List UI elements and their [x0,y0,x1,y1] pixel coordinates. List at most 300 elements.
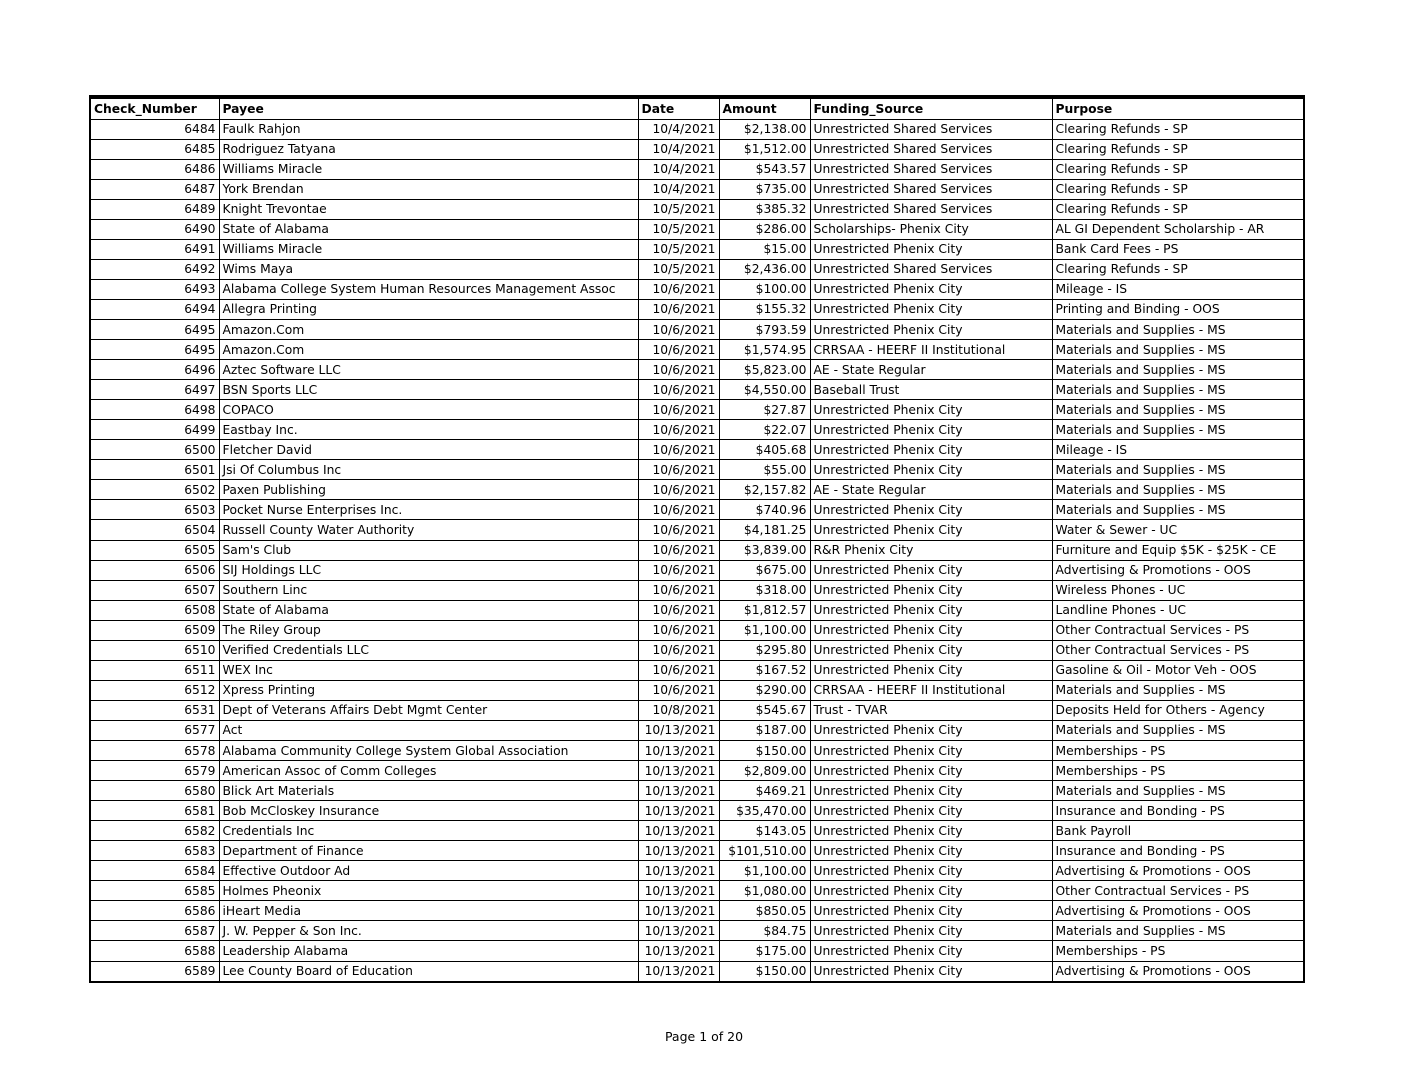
cell-funding-source: CRRSAA - HEERF II Institutional [810,680,1052,700]
cell-payee: Fletcher David [219,440,638,460]
cell-funding-source: AE - State Regular [810,480,1052,500]
cell-check-number: 6495 [91,340,219,360]
cell-amount: $101,510.00 [719,841,810,861]
cell-check-number: 6509 [91,620,219,640]
cell-amount: $100.00 [719,279,810,299]
column-header-amount: Amount [719,99,810,119]
cell-date: 10/6/2021 [638,360,719,380]
cell-purpose: Bank Payroll [1052,821,1303,841]
cell-payee: American Assoc of Comm Colleges [219,761,638,781]
table-row [91,680,1303,700]
cell-purpose: Materials and Supplies - MS [1052,720,1303,740]
cell-amount: $385.32 [719,199,810,219]
cell-funding-source: Unrestricted Phenix City [810,500,1052,520]
cell-date: 10/6/2021 [638,600,719,620]
column-header-payee: Payee [219,99,638,119]
cell-check-number: 6506 [91,560,219,580]
cell-date: 10/13/2021 [638,741,719,761]
cell-date: 10/13/2021 [638,861,719,881]
cell-payee: Verified Credentials LLC [219,640,638,660]
cell-date: 10/13/2021 [638,720,719,740]
cell-purpose: Materials and Supplies - MS [1052,380,1303,400]
cell-payee: Lee County Board of Education [219,961,638,981]
cell-check-number: 6505 [91,540,219,560]
cell-payee: Faulk Rahjon [219,119,638,139]
check-register-table [91,99,1303,981]
cell-amount: $143.05 [719,821,810,841]
cell-purpose: Materials and Supplies - MS [1052,360,1303,380]
cell-check-number: 6497 [91,380,219,400]
cell-amount: $5,823.00 [719,360,810,380]
cell-date: 10/13/2021 [638,961,719,981]
cell-amount: $155.32 [719,299,810,319]
table-body [91,119,1303,981]
cell-date: 10/6/2021 [638,440,719,460]
cell-amount: $3,839.00 [719,540,810,560]
cell-amount: $15.00 [719,239,810,259]
cell-check-number: 6499 [91,420,219,440]
cell-funding-source: Unrestricted Phenix City [810,640,1052,660]
cell-date: 10/13/2021 [638,941,719,961]
table-row [91,279,1303,299]
table-row [91,219,1303,239]
cell-funding-source: Unrestricted Phenix City [810,921,1052,941]
cell-check-number: 6503 [91,500,219,520]
cell-payee: Amazon.Com [219,340,638,360]
cell-amount: $150.00 [719,961,810,981]
table-row [91,460,1303,480]
cell-funding-source: Unrestricted Phenix City [810,400,1052,420]
cell-date: 10/6/2021 [638,680,719,700]
cell-funding-source: Unrestricted Phenix City [810,881,1052,901]
cell-purpose: Clearing Refunds - SP [1052,179,1303,199]
cell-purpose: Insurance and Bonding - PS [1052,801,1303,821]
cell-check-number: 6507 [91,580,219,600]
cell-check-number: 6531 [91,700,219,720]
cell-check-number: 6585 [91,881,219,901]
cell-check-number: 6491 [91,239,219,259]
cell-date: 10/5/2021 [638,239,719,259]
cell-date: 10/6/2021 [638,400,719,420]
cell-purpose: Wireless Phones - UC [1052,580,1303,600]
cell-funding-source: Unrestricted Phenix City [810,941,1052,961]
cell-check-number: 6501 [91,460,219,480]
cell-check-number: 6512 [91,680,219,700]
cell-check-number: 6498 [91,400,219,420]
cell-check-number: 6495 [91,320,219,340]
cell-amount: $27.87 [719,400,810,420]
cell-purpose: Materials and Supplies - MS [1052,921,1303,941]
table-row [91,420,1303,440]
cell-purpose: Advertising & Promotions - OOS [1052,901,1303,921]
cell-check-number: 6586 [91,901,219,921]
table-row [91,320,1303,340]
cell-funding-source: Unrestricted Phenix City [810,660,1052,680]
cell-payee: Rodriguez Tatyana [219,139,638,159]
cell-purpose: Bank Card Fees - PS [1052,239,1303,259]
cell-check-number: 6510 [91,640,219,660]
cell-purpose: Clearing Refunds - SP [1052,159,1303,179]
cell-date: 10/6/2021 [638,299,719,319]
cell-check-number: 6508 [91,600,219,620]
cell-purpose: AL GI Dependent Scholarship - AR [1052,219,1303,239]
cell-date: 10/6/2021 [638,500,719,520]
cell-funding-source: Unrestricted Phenix City [810,841,1052,861]
cell-payee: Southern Linc [219,580,638,600]
cell-purpose: Memberships - PS [1052,761,1303,781]
cell-amount: $793.59 [719,320,810,340]
cell-funding-source: Unrestricted Phenix City [810,761,1052,781]
cell-funding-source: Unrestricted Phenix City [810,961,1052,981]
cell-payee: Aztec Software LLC [219,360,638,380]
cell-date: 10/13/2021 [638,801,719,821]
table-row [91,259,1303,279]
table-row [91,500,1303,520]
table-row [91,119,1303,139]
cell-check-number: 6500 [91,440,219,460]
cell-check-number: 6496 [91,360,219,380]
cell-funding-source: Unrestricted Phenix City [810,600,1052,620]
cell-purpose: Clearing Refunds - SP [1052,119,1303,139]
cell-check-number: 6580 [91,781,219,801]
table-row [91,741,1303,761]
cell-purpose: Materials and Supplies - MS [1052,781,1303,801]
table-row [91,400,1303,420]
cell-payee: State of Alabama [219,600,638,620]
table-row [91,440,1303,460]
column-header-date: Date [638,99,719,119]
cell-purpose: Mileage - IS [1052,440,1303,460]
cell-purpose: Water & Sewer - UC [1052,520,1303,540]
cell-payee: Allegra Printing [219,299,638,319]
cell-amount: $2,809.00 [719,761,810,781]
cell-funding-source: Unrestricted Shared Services [810,259,1052,279]
cell-amount: $84.75 [719,921,810,941]
cell-payee: WEX Inc [219,660,638,680]
cell-purpose: Furniture and Equip $5K - $25K - CE [1052,540,1303,560]
header-row [91,99,1303,119]
table-row [91,480,1303,500]
check-register-table-wrap [89,95,1305,983]
cell-check-number: 6587 [91,921,219,941]
cell-payee: iHeart Media [219,901,638,921]
cell-amount: $22.07 [719,420,810,440]
cell-funding-source: Scholarships- Phenix City [810,219,1052,239]
table-row [91,560,1303,580]
cell-payee: Williams Miracle [219,159,638,179]
table-row [91,600,1303,620]
cell-check-number: 6589 [91,961,219,981]
cell-payee: Credentials Inc [219,821,638,841]
column-header-funding-source: Funding_Source [810,99,1052,119]
table-row [91,720,1303,740]
table-row [91,640,1303,660]
cell-payee: Blick Art Materials [219,781,638,801]
cell-date: 10/4/2021 [638,139,719,159]
cell-check-number: 6588 [91,941,219,961]
table-row [91,139,1303,159]
cell-purpose: Landline Phones - UC [1052,600,1303,620]
cell-date: 10/13/2021 [638,821,719,841]
cell-funding-source: Unrestricted Phenix City [810,520,1052,540]
table-row [91,941,1303,961]
table-row [91,540,1303,560]
cell-purpose: Other Contractual Services - PS [1052,881,1303,901]
cell-date: 10/13/2021 [638,781,719,801]
cell-amount: $55.00 [719,460,810,480]
cell-check-number: 6494 [91,299,219,319]
cell-payee: J. W. Pepper & Son Inc. [219,921,638,941]
cell-date: 10/6/2021 [638,540,719,560]
cell-amount: $187.00 [719,720,810,740]
cell-date: 10/4/2021 [638,119,719,139]
cell-payee: Williams Miracle [219,239,638,259]
cell-amount: $405.68 [719,440,810,460]
cell-payee: Leadership Alabama [219,941,638,961]
cell-funding-source: CRRSAA - HEERF II Institutional [810,340,1052,360]
cell-funding-source: Unrestricted Phenix City [810,299,1052,319]
cell-date: 10/13/2021 [638,761,719,781]
cell-funding-source: Baseball Trust [810,380,1052,400]
cell-payee: Effective Outdoor Ad [219,861,638,881]
cell-amount: $850.05 [719,901,810,921]
table-row [91,801,1303,821]
cell-funding-source: Unrestricted Phenix City [810,440,1052,460]
cell-check-number: 6578 [91,741,219,761]
cell-date: 10/4/2021 [638,159,719,179]
cell-funding-source: Unrestricted Phenix City [810,320,1052,340]
cell-purpose: Insurance and Bonding - PS [1052,841,1303,861]
cell-amount: $1,100.00 [719,620,810,640]
cell-payee: Holmes Pheonix [219,881,638,901]
cell-payee: York Brendan [219,179,638,199]
cell-date: 10/6/2021 [638,420,719,440]
cell-date: 10/6/2021 [638,460,719,480]
cell-amount: $286.00 [719,219,810,239]
table-row [91,660,1303,680]
cell-purpose: Materials and Supplies - MS [1052,400,1303,420]
table-row [91,239,1303,259]
cell-payee: Alabama Community College System Global Association [219,741,638,761]
cell-funding-source: Unrestricted Phenix City [810,279,1052,299]
table-row [91,340,1303,360]
cell-funding-source: Unrestricted Phenix City [810,801,1052,821]
cell-date: 10/13/2021 [638,921,719,941]
cell-purpose: Gasoline & Oil - Motor Veh - OOS [1052,660,1303,680]
cell-purpose: Deposits Held for Others - Agency [1052,700,1303,720]
cell-payee: Paxen Publishing [219,480,638,500]
cell-funding-source: Unrestricted Phenix City [810,560,1052,580]
cell-date: 10/5/2021 [638,199,719,219]
cell-amount: $35,470.00 [719,801,810,821]
cell-date: 10/6/2021 [638,480,719,500]
cell-check-number: 6486 [91,159,219,179]
cell-amount: $469.21 [719,781,810,801]
table-row [91,841,1303,861]
cell-check-number: 6502 [91,480,219,500]
cell-check-number: 6582 [91,821,219,841]
table-row [91,881,1303,901]
cell-amount: $1,574.95 [719,340,810,360]
cell-purpose: Materials and Supplies - MS [1052,460,1303,480]
cell-purpose: Printing and Binding - OOS [1052,299,1303,319]
cell-amount: $1,100.00 [719,861,810,881]
cell-amount: $150.00 [719,741,810,761]
table-row [91,700,1303,720]
cell-amount: $2,157.82 [719,480,810,500]
cell-check-number: 6583 [91,841,219,861]
cell-date: 10/6/2021 [638,320,719,340]
cell-amount: $1,812.57 [719,600,810,620]
column-header-purpose: Purpose [1052,99,1303,119]
cell-funding-source: Unrestricted Shared Services [810,179,1052,199]
cell-payee: Act [219,720,638,740]
cell-amount: $1,512.00 [719,139,810,159]
table-row [91,179,1303,199]
cell-purpose: Mileage - IS [1052,279,1303,299]
cell-date: 10/4/2021 [638,179,719,199]
cell-purpose: Advertising & Promotions - OOS [1052,861,1303,881]
cell-funding-source: Unrestricted Phenix City [810,420,1052,440]
table-row [91,520,1303,540]
cell-amount: $545.67 [719,700,810,720]
cell-check-number: 6493 [91,279,219,299]
cell-purpose: Memberships - PS [1052,741,1303,761]
cell-date: 10/6/2021 [638,580,719,600]
cell-amount: $295.80 [719,640,810,660]
cell-purpose: Memberships - PS [1052,941,1303,961]
cell-check-number: 6489 [91,199,219,219]
cell-purpose: Other Contractual Services - PS [1052,640,1303,660]
cell-check-number: 6579 [91,761,219,781]
cell-funding-source: Unrestricted Phenix City [810,901,1052,921]
cell-funding-source: Unrestricted Shared Services [810,139,1052,159]
table-row [91,580,1303,600]
cell-amount: $2,138.00 [719,119,810,139]
cell-check-number: 6487 [91,179,219,199]
cell-payee: COPACO [219,400,638,420]
cell-purpose: Clearing Refunds - SP [1052,199,1303,219]
cell-payee: State of Alabama [219,219,638,239]
cell-funding-source: Unrestricted Phenix City [810,861,1052,881]
table-row [91,380,1303,400]
cell-date: 10/13/2021 [638,901,719,921]
cell-purpose: Advertising & Promotions - OOS [1055,964,1251,979]
cell-purpose: Clearing Refunds - SP [1052,139,1303,159]
cell-payee: Eastbay Inc. [219,420,638,440]
cell-amount: $4,550.00 [719,380,810,400]
cell-date: 10/6/2021 [638,660,719,680]
cell-purpose: Advertising & Promotions - OOS [1052,560,1303,580]
cell-payee: Knight Trevontae [219,199,638,219]
cell-funding-source: Unrestricted Phenix City [810,741,1052,761]
cell-check-number: 6504 [91,520,219,540]
cell-payee: Bob McCloskey Insurance [219,801,638,821]
cell-funding-source: Unrestricted Shared Services [810,159,1052,179]
cell-funding-source: Unrestricted Phenix City [810,821,1052,841]
table-row [91,360,1303,380]
cell-funding-source: Trust - TVAR [810,700,1052,720]
table-row [91,159,1303,179]
cell-amount: $2,436.00 [719,259,810,279]
cell-amount: $1,080.00 [719,881,810,901]
table-row [91,199,1303,219]
table-row [91,821,1303,841]
table-row [91,299,1303,319]
cell-date: 10/6/2021 [638,340,719,360]
cell-purpose: Materials and Supplies - MS [1052,500,1303,520]
cell-payee: Pocket Nurse Enterprises Inc. [219,500,638,520]
cell-check-number: 6484 [91,119,219,139]
cell-funding-source: Unrestricted Phenix City [810,239,1052,259]
cell-amount: $735.00 [719,179,810,199]
cell-funding-source: Unrestricted Phenix City [810,781,1052,801]
cell-date: 10/13/2021 [638,841,719,861]
cell-purpose: Materials and Supplies - MS [1052,320,1303,340]
table-row [91,781,1303,801]
cell-amount: $740.96 [719,500,810,520]
cell-payee: Department of Finance [219,841,638,861]
cell-payee: Wims Maya [219,259,638,279]
cell-amount: $4,181.25 [719,520,810,540]
table-row [91,961,1303,981]
cell-purpose: Materials and Supplies - MS [1052,480,1303,500]
table-row [91,861,1303,881]
cell-check-number: 6584 [91,861,219,881]
cell-funding-source: Unrestricted Phenix City [810,620,1052,640]
cell-payee: Russell County Water Authority [219,520,638,540]
cell-payee: BSN Sports LLC [219,380,638,400]
cell-check-number: 6511 [91,660,219,680]
cell-amount: $543.57 [719,159,810,179]
cell-amount: $167.52 [719,660,810,680]
cell-date: 10/5/2021 [638,219,719,239]
cell-funding-source: Unrestricted Phenix City [810,580,1052,600]
table-row [91,620,1303,640]
cell-payee: Sam's Club [219,540,638,560]
cell-payee: Jsi Of Columbus Inc [219,460,638,480]
cell-check-number: 6485 [91,139,219,159]
cell-funding-source: Unrestricted Shared Services [810,119,1052,139]
cell-purpose: Materials and Supplies - MS [1052,420,1303,440]
cell-payee: Xpress Printing [219,680,638,700]
cell-payee: The Riley Group [219,620,638,640]
cell-date: 10/6/2021 [638,560,719,580]
cell-date: 10/6/2021 [638,520,719,540]
column-header-check-number: Check_Number [91,99,219,119]
cell-payee: SIJ Holdings LLC [219,560,638,580]
table-row [91,901,1303,921]
cell-purpose: Materials and Supplies - MS [1052,340,1303,360]
cell-date: 10/8/2021 [638,700,719,720]
cell-date: 10/6/2021 [638,620,719,640]
cell-purpose: Clearing Refunds - SP [1052,259,1303,279]
cell-payee: Alabama College System Human Resources Management Assoc [219,279,638,299]
cell-check-number: 6581 [91,801,219,821]
cell-date: 10/5/2021 [638,259,719,279]
cell-purpose: Materials and Supplies - MS [1052,680,1303,700]
cell-amount: $175.00 [719,941,810,961]
cell-date: 10/6/2021 [638,279,719,299]
cell-amount: $290.00 [719,680,810,700]
table-row [91,921,1303,941]
table-row [91,761,1303,781]
cell-date: 10/6/2021 [638,640,719,660]
cell-funding-source: AE - State Regular [810,360,1052,380]
cell-date: 10/6/2021 [638,380,719,400]
cell-check-number: 6492 [91,259,219,279]
page-number: Page 1 of 20 [664,1029,744,1044]
